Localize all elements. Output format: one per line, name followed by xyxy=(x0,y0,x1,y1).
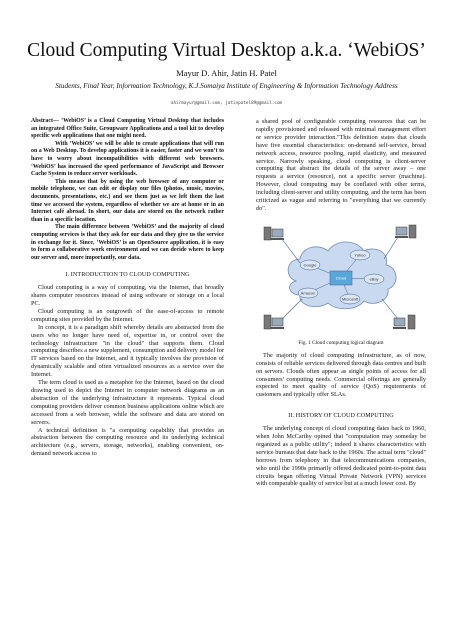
service-node-label: Yahoo xyxy=(354,252,366,258)
cloud-diagram-svg xyxy=(256,219,426,339)
right-column xyxy=(256,118,426,488)
paper-title: Cloud Computing Virtual Desktop a.k.a. ‘WebiOS’ xyxy=(27,40,426,61)
section-heading-intro: I. INTRODUCTION TO CLOUD COMPUTING xyxy=(65,272,190,279)
cloud-center-label: Cloud xyxy=(335,275,347,281)
abstract-paragraph: With ‘WebiOS’ we will be able to create applications that will run on a Web Desktop. To develop applications it is easier, faster and we won’t to have to worry about incompatibilities with different web browsers. ‘WebiOS’ has increased the speed performance of JavaScript and Browser Cache System to reduce server workloads. xyxy=(31,140,224,178)
body-paragraph: The majority of cloud computing infrastructure, as of now, consists of reliable services delivered through data centres and built on servers. Clouds often appear as single points of access for all consumers' computing needs. Commercial offerings are generally expected to meet quality of service (QoS) requirements of customers and typically offer SLAs. xyxy=(256,351,426,399)
figure-caption: Fig. 1 Cloud computing logical diagram xyxy=(298,339,384,346)
body-paragraph: a shared pool of configurable computing resources that can be rapidly provisioned and released with minimal management effort or service provider interaction."This definition states that clouds have five essential characteristics: on-demand self-service, broad network access, resource pooling, rapid elasticity, and measured service. Narrowly speaking, cloud computing is client-server computing that abstract the details of the server away – one requests a service (resource), not a specific server (machine). However, cloud computing may be conflated with other terms, including client-server and utility computing, and the term has been criticized as vague and referring to "everything that we currently do". xyxy=(256,118,426,212)
service-node-label: Microsoft xyxy=(341,296,359,302)
body-paragraph: A technical definition is "a computing capability that provides an abstraction between the computing resource and its underlying technical architecture (e.g., servers, storage, networks), enabling convenient, on-demand network access to xyxy=(31,426,224,458)
abstract-paragraph: The main difference between ‘WebiOS’ and the majority of cloud computing services is that they ask for our data and they give us the service in exchange for it. Since, ‘WebiOS’ is an OpenSource application, it is easy to form a collaborative work environment and we can decide where to keep our server and, more importantly, our data. xyxy=(31,224,224,261)
service-node-label: eBay xyxy=(369,276,379,282)
abstract-paragraph: This means that by using the web browser of any computer or mobile telephone, we can edit or display our files (photos, music, movies, documents, presentations, etc.) and see them just as we left them the last time we accessed the system, regardless of whether we are at home or in an Internet café abroad. In short, our data are stored on the network rather than in a specific location. xyxy=(31,178,224,223)
body-paragraph: Cloud computing is an outgrowth of the ease-of-access to remote computing sites provided by the Internet. xyxy=(31,307,224,323)
computer-icon xyxy=(395,225,416,238)
body-paragraph: The underlying concept of cloud computing dates back to 1960, when John McCarthy opined that "computation may someday be organized as a public utility"; indeed it shares characteristics with service bureaus that date back to the 1960s. The actual term "cloud" borrows from telephony in that telecommunications companies, who until the 1990s primarily offered dedicated point-to-point data circuits began offering Virtual Private Network (VPN) services with comparable quality of service but at a much lower cost. By xyxy=(256,425,426,488)
computer-icon xyxy=(264,227,284,240)
body-paragraph: The term cloud is used as a metaphor for the Internet, based on the cloud drawing used to depict the Internet in computer network diagrams as an abstraction of the underlying infrastructure it represents. Typical cloud computing providers deliver common business applications online which are accessed from a web browser, while the software and data are stored on servers. xyxy=(31,379,224,426)
body-paragraph: Cloud computing is a way of computing, via the Internet, that broadly shares computer resources instead of using software or storage on a local PC. xyxy=(31,284,224,307)
computer-icon xyxy=(264,315,284,329)
cloud-diagram xyxy=(256,219,426,339)
service-node-label: Amazon xyxy=(300,290,316,296)
section-heading-history: II. HISTORY OF CLOUD COMPUTING xyxy=(288,413,394,420)
service-node-label: Google xyxy=(303,262,317,268)
affiliation: Students, Final Year, Information Technology, K.J.Somaiya Institute of Engineering & Information Technology Address xyxy=(55,82,398,90)
left-column xyxy=(31,118,224,458)
abstract xyxy=(31,118,224,262)
abstract-paragraph: Abstract— ‘WebiOS’ is a Cloud Computing Virtual Desktop that includes an integrated Office Suite, Groupware Applications and a tool kit to develop specific web applications that one might need. xyxy=(31,118,224,140)
body-paragraph: In concept, it is a paradigm shift whereby details are abstracted from the users who no longer have need of, expertise in, or control over the technology infrastructure "in the cloud" that supports them. Cloud computing describes a new supplement, consumption and delivery model for IT services based on the Internet, and it typically involves the provision of dynamically scalable and often virtualized resources as a service over the Internet. xyxy=(31,323,224,379)
author-emails: ahirmayur@gmail.com, jatinpatel89@gmail.com xyxy=(170,101,283,106)
author-list: Mayur D. Ahir, Jatin H. Patel xyxy=(176,68,277,78)
